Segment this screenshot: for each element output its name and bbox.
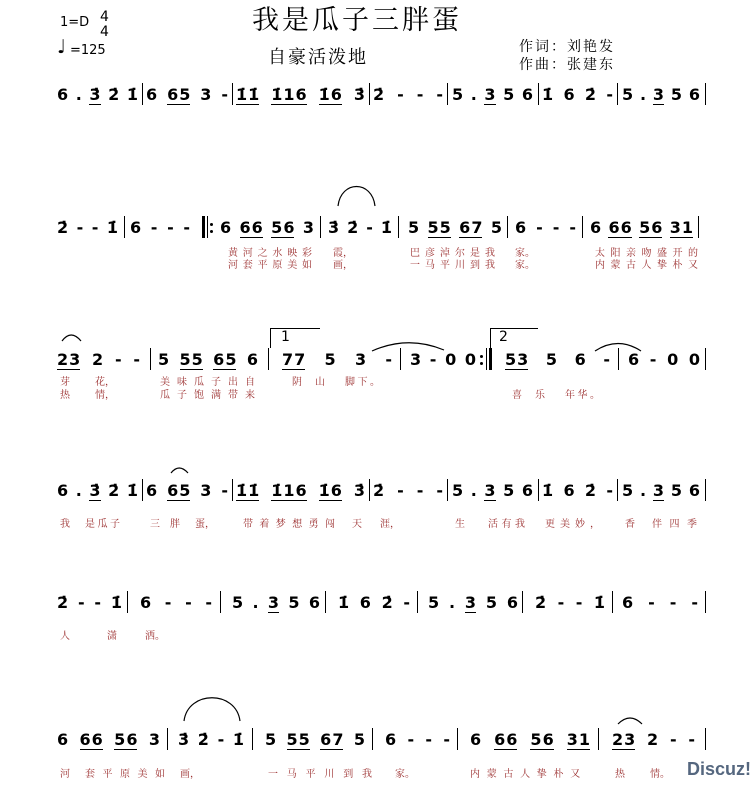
note: 1̇ [271, 481, 283, 500]
note: 7 [282, 350, 294, 369]
note: 3̇ [89, 481, 101, 500]
note: - [91, 218, 99, 237]
lyric: 三胖 [150, 519, 190, 530]
lyric: 蛋， [195, 519, 215, 530]
lyric: 活有我 [488, 519, 529, 530]
lyric: 阴山 [292, 377, 338, 388]
note: - [407, 730, 415, 749]
note: 2̇ [57, 593, 69, 612]
note: 6 [246, 350, 258, 369]
note: 3 [652, 481, 665, 500]
note: 1̇ [271, 85, 283, 104]
note: 5 [179, 481, 191, 500]
lyricist-credit: 作词：刘艳发 [519, 39, 615, 55]
note: 5 [298, 730, 310, 749]
lyric: 花， [95, 377, 115, 388]
note: - [606, 85, 613, 104]
note: - [403, 593, 410, 612]
note: 2̇ [57, 218, 69, 237]
note: 1̇ [542, 85, 554, 104]
note: - [164, 593, 172, 612]
note: 1 [681, 218, 693, 237]
note: - [397, 481, 404, 500]
note: 2̇ [108, 481, 120, 500]
lyric: 画， [180, 769, 200, 780]
note: 6 [130, 218, 142, 237]
note: 6 [57, 481, 69, 500]
note: - [183, 218, 190, 237]
note: 5 [485, 593, 497, 612]
note: 1̇ [126, 481, 138, 500]
note: 1 [283, 481, 295, 500]
quarter-note-icon: ♩ [57, 36, 66, 58]
note: 2̇ [347, 218, 359, 237]
lyric: 天 [352, 519, 362, 530]
note: 6 [688, 85, 700, 104]
note: 6 [688, 481, 700, 500]
note: 2̇ [197, 730, 209, 749]
note: 5 [286, 730, 298, 749]
note: - [669, 593, 677, 612]
note: 0 [445, 350, 457, 369]
note: - [436, 481, 443, 500]
note: - [77, 593, 85, 612]
note: 2̇ [381, 593, 393, 612]
note: - [185, 593, 192, 612]
note: - [669, 730, 677, 749]
lyric: 情。 [650, 769, 670, 780]
note: 6 [470, 730, 482, 749]
note: 6 [126, 730, 138, 749]
note: 0 [667, 350, 679, 369]
note: - [536, 218, 543, 237]
note: 1̇ [318, 85, 330, 104]
note: 2 [57, 350, 69, 369]
note: 6 [608, 218, 620, 237]
lyric: 河套平原美如 [228, 260, 317, 271]
note: 6 [146, 85, 158, 104]
note: - [425, 730, 433, 749]
note: - [385, 350, 392, 369]
note: 5 [265, 730, 277, 749]
note: 5 [530, 730, 542, 749]
note: 6 [57, 730, 69, 749]
lyric: 生 [455, 519, 465, 530]
note: - [569, 218, 576, 237]
lyric: 脚下。 [345, 377, 383, 388]
slur [618, 718, 642, 724]
note: 5 [670, 481, 682, 500]
note: 6 [506, 593, 518, 612]
note: 6 [167, 481, 179, 500]
note: - [416, 85, 424, 104]
lyric: 家。 [395, 769, 415, 780]
watermark [681, 752, 755, 786]
note: - [221, 85, 228, 104]
note: 1̇ [232, 730, 244, 749]
note: 3 [148, 730, 160, 749]
note: 5 [225, 350, 237, 369]
note: 5 [324, 350, 336, 369]
note: 3 [267, 593, 280, 612]
note: 6 [521, 85, 533, 104]
lyric: 内蒙古人挚朴又 [470, 769, 587, 780]
note: 6 [628, 350, 640, 369]
note: 3 [517, 350, 529, 369]
lyric: 涯， [380, 519, 400, 530]
note: 5 [490, 218, 502, 237]
lyric: 热 [615, 769, 625, 780]
lyric: 是瓜子 [85, 519, 123, 530]
note: - [150, 218, 158, 237]
note: 3 [624, 730, 636, 749]
note: 3̇ [178, 730, 190, 749]
note: 6 [651, 218, 663, 237]
note: 5 [288, 593, 300, 612]
watermark-text: Discuz! [687, 759, 752, 779]
note: 3 [354, 350, 367, 369]
note: 6 [308, 593, 320, 612]
note: 6 [515, 218, 527, 237]
note: 6 [213, 350, 225, 369]
note: - [649, 350, 657, 369]
note: 1̇ [248, 85, 260, 104]
note: 5 [503, 85, 515, 104]
note: . [75, 481, 82, 500]
slur [171, 468, 188, 473]
lyric: 年华。 [565, 390, 603, 401]
lyric: 伴四季 [652, 519, 705, 530]
note: 6 [320, 730, 332, 749]
lyric: 香 [625, 519, 635, 530]
note: 7 [471, 218, 483, 237]
tempo-mark: =125 [70, 43, 106, 58]
note: - [436, 85, 443, 104]
lyric: 我 [60, 519, 70, 530]
note: 6 [494, 730, 506, 749]
note: 6 [295, 85, 307, 104]
note: 7 [294, 350, 306, 369]
note: - [416, 481, 424, 500]
note: 2̇ [584, 481, 597, 500]
time-signature-top: 4 [100, 9, 109, 25]
note: - [167, 218, 174, 237]
lyric: 河 [60, 769, 70, 780]
lyric: 人 [60, 631, 70, 642]
lyric: 套平原美如 [85, 769, 173, 780]
note: - [691, 593, 698, 612]
note: 6 [385, 730, 397, 749]
note: - [205, 593, 212, 612]
note: 3̇ [353, 481, 365, 500]
lyric: 洒。 [145, 631, 165, 642]
ending-1-label: 1 [281, 329, 290, 345]
note: 1̇ [318, 481, 330, 500]
expression-mark: 自豪活泼地 [268, 47, 368, 68]
lyric: 更美妙， [545, 519, 605, 530]
note: 2̇ [373, 85, 385, 104]
note: - [217, 730, 225, 749]
note: . [639, 481, 647, 500]
note: 6 [622, 593, 634, 612]
note: - [114, 350, 122, 369]
note: 3 [69, 350, 81, 369]
note: 5 [114, 730, 126, 749]
note: - [221, 481, 228, 500]
note: 3̇ [328, 218, 340, 237]
note: 2 [612, 730, 624, 749]
note: 6 [542, 730, 554, 749]
note: 3 [200, 481, 212, 500]
note: 1̇ [380, 218, 392, 237]
note: - [443, 730, 450, 749]
page-title: 我是瓜子三胖蛋 [252, 5, 462, 36]
note: 5 [670, 85, 682, 104]
note: - [94, 593, 102, 612]
note: - [552, 218, 560, 237]
note: 6 [563, 481, 575, 500]
lyric: 喜乐 [512, 390, 558, 401]
note: 3 [652, 85, 665, 104]
note: - [688, 730, 695, 749]
note: 6 [167, 85, 179, 104]
note: - [429, 350, 437, 369]
note: . [639, 85, 647, 104]
time-signature-bottom: 4 [100, 24, 109, 40]
note: 1̇ [236, 481, 248, 500]
lyric: 情， [95, 390, 115, 401]
note: 5 [232, 593, 244, 612]
note: 5 [622, 85, 634, 104]
note: 5 [452, 85, 464, 104]
note: 3̇ [353, 85, 365, 104]
note: 6 [563, 85, 575, 104]
note: 6 [590, 218, 602, 237]
note: 6 [574, 350, 586, 369]
lyric: 一马平川到我 [268, 769, 381, 780]
note: 3 [200, 85, 212, 104]
note: 1̇ [126, 85, 138, 104]
note: 5 [639, 218, 651, 237]
note: 3 [669, 218, 681, 237]
note: 5 [439, 218, 451, 237]
lyric: 潇 [107, 631, 117, 642]
note: . [448, 593, 456, 612]
note: 5 [428, 593, 440, 612]
lyric: 家。 [515, 260, 535, 271]
note: 6 [295, 481, 307, 500]
lyric: 带着梦想勇闯 [243, 519, 342, 530]
note: 1̇ [248, 481, 260, 500]
slur [338, 187, 375, 207]
lyric: 一马平川到我 [410, 260, 500, 271]
note: 1 [578, 730, 590, 749]
note: 0 [688, 350, 700, 369]
lyric: 热 [60, 390, 70, 401]
note: 3 [302, 218, 314, 237]
note: 5 [452, 481, 464, 500]
note: 0 [464, 350, 476, 369]
lyric: 美味瓜子出自 [160, 377, 262, 388]
note: 3 [410, 350, 422, 369]
ending-2-label: 2 [499, 329, 508, 345]
lyric: 瓜子饱满带来 [160, 390, 262, 401]
note: 6 [330, 481, 342, 500]
note: . [470, 85, 477, 104]
note: 5 [158, 350, 170, 369]
note: 5 [179, 85, 191, 104]
note: 6 [57, 85, 69, 104]
note: - [133, 350, 140, 369]
note: - [557, 593, 565, 612]
note: 6 [330, 85, 342, 104]
slur [184, 698, 240, 721]
note: - [648, 593, 655, 612]
lyric: 内蒙古人挚朴又 [595, 260, 704, 271]
note: 1 [283, 85, 295, 104]
note: 6 [140, 593, 152, 612]
lyric: 画， [333, 260, 353, 271]
note: 6 [459, 218, 471, 237]
note: 6 [521, 481, 533, 500]
lyric: 芽 [60, 377, 70, 388]
note: 6 [620, 218, 632, 237]
note: 1̇ [542, 481, 554, 500]
note: 5 [545, 350, 558, 369]
note: 5 [353, 730, 365, 749]
note: . [252, 593, 259, 612]
lyric: 巴彦淖尔是我 [410, 248, 500, 259]
note: 6 [283, 218, 295, 237]
note: . [470, 481, 477, 500]
note: 5 [622, 481, 634, 500]
note: 5 [179, 350, 191, 369]
lyric: 霞， [333, 248, 353, 259]
lyric: 太阳亲吻盛开的 [595, 248, 704, 259]
note: 5 [271, 218, 283, 237]
note: 2̇ [584, 85, 597, 104]
note: 1̇ [593, 593, 605, 612]
note: 3̇ [89, 85, 101, 104]
note: 6 [146, 481, 158, 500]
composer-credit: 作曲：张建东 [519, 57, 615, 73]
note: 2̇ [108, 85, 120, 104]
note: 1̇ [106, 218, 118, 237]
slur [62, 335, 81, 341]
key-signature: 1=D [60, 15, 90, 30]
note: 5 [503, 481, 515, 500]
note: 1̇ [236, 85, 248, 104]
note: 5 [408, 218, 420, 237]
note: 2 [92, 350, 104, 369]
note: 6 [91, 730, 103, 749]
note: . [75, 85, 82, 104]
note: 2 [647, 730, 659, 749]
note: 3 [484, 481, 496, 500]
note: 3 [566, 730, 578, 749]
note: 1̇ [338, 593, 350, 612]
note: 6 [239, 218, 251, 237]
note: - [606, 481, 613, 500]
note: 7 [332, 730, 344, 749]
note: 6 [220, 218, 232, 237]
note: 1̇ [110, 593, 122, 612]
note: - [76, 218, 84, 237]
note: - [397, 85, 404, 104]
note: 6 [79, 730, 91, 749]
note: 5 [427, 218, 439, 237]
note: 3 [464, 593, 477, 612]
note: - [603, 350, 610, 369]
tie [595, 344, 641, 352]
note: 5 [505, 350, 517, 369]
lyric: 黄河之水映彩 [228, 248, 317, 259]
note: - [575, 593, 583, 612]
note: 6 [251, 218, 263, 237]
note: 6 [359, 593, 371, 612]
lyric: 家。 [515, 248, 535, 259]
note: 6 [506, 730, 518, 749]
note: 2̇ [373, 481, 385, 500]
note: 3 [484, 85, 496, 104]
note: 2̇ [535, 593, 547, 612]
note: - [366, 218, 373, 237]
tie [372, 343, 444, 351]
note: 5 [191, 350, 203, 369]
